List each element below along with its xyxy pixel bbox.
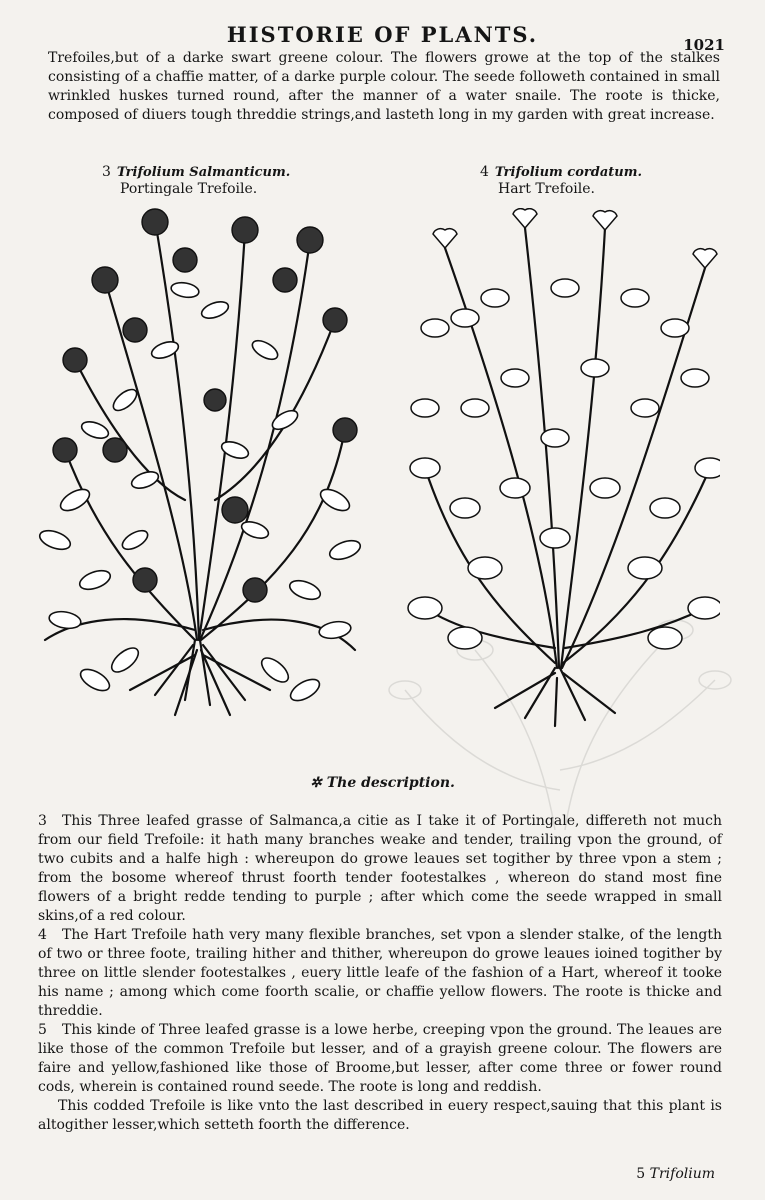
- figure-english-name: Hart Trefoile.: [498, 181, 595, 197]
- description-text: [38, 812, 722, 1135]
- paragraph-text: This codded Trefoile is like vnto the last described in euery respect,sauing that this plant is altogither lesser,which setteth foorth the difference.: [38, 1098, 722, 1133]
- paragraph-number: 5: [38, 1022, 47, 1038]
- figure-number: 3: [102, 164, 111, 180]
- figure-latin-name: Trifolium cordatum.: [494, 165, 642, 180]
- figure-number: 4: [480, 164, 489, 180]
- description-paragraph: [38, 926, 722, 1021]
- hart-trefoile-woodcut: [405, 208, 720, 728]
- catchword: [636, 1166, 715, 1182]
- running-header: HISTORIE OF PLANTS.: [226, 22, 539, 47]
- paragraph-number: 4: [38, 927, 47, 943]
- paragraph-text: The Hart Trefoile hath very many flexible branches, set vpon a slender stalke, of the length of two or three foote, trailing hither and thither, whereupon do growe leaues ioined togither by three on little slender footestalkes , euery little leafe of the fashion of a Hart, whereof it tooke his name ; among which come foorth scalie, or chaffie yellow flowers. The roote is thicke and threddie.: [38, 927, 722, 1019]
- figure-caption-portingale: [102, 164, 290, 198]
- figure-caption-hart: [480, 164, 642, 198]
- section-marker: ✲: [310, 775, 322, 791]
- section-title-text: The description.: [326, 775, 455, 791]
- page-number: 1021: [683, 36, 725, 54]
- figure-latin-name: Trifolium Salmanticum.: [116, 165, 291, 180]
- description-paragraph: [38, 812, 722, 926]
- catchword-latin: Trifolium: [649, 1166, 715, 1182]
- catchword-number: 5: [636, 1166, 646, 1182]
- paragraph-number: 3: [38, 813, 47, 829]
- paragraph-text: This Three leafed grasse of Salmanca,a citie as I take it of Portingale, differeth not much from our field Trefoile: it hath many branches weake and tender, trailing vpon the ground, of two cubits and a halfe high : whereupon do growe leaues set togither by three vpon a stem ; from the bosome whereof thrust foorth tender footestalkes , whereon do stand most fine flowers of a bright redde tending to purple ; after which come the seede wrapped in small skins,of a red colour.: [38, 813, 722, 924]
- portingale-trefoile-woodcut: [35, 200, 365, 720]
- figure-english-name: Portingale Trefoile.: [120, 181, 258, 197]
- paragraph-text: This kinde of Three leafed grasse is a lowe herbe, creeping vpon the ground. The leaues are like those of the common Trefoile but lesser, and of a grayish greene colour. The flowers are faire and yellow,fashioned like those of Broome,but lesser, after come three or fower round cods, wherein is contained round seede. The roote is long and reddish.: [38, 1022, 722, 1095]
- description-paragraph: [38, 1021, 722, 1097]
- intro-paragraph: Trefoiles,but of a darke swart greene colour. The flowers growe at the top of the stalkes consisting of a chaffie matter, of a darke purple colour. The seede followeth contained in small wrinkled huskes turned round, after the manner of a water snaile. The roote is thicke, composed of diuers tough threddie strings,and lasteth long in my garden with great increase.: [48, 50, 720, 123]
- description-paragraph: [38, 1097, 722, 1135]
- section-heading-description: [0, 775, 765, 791]
